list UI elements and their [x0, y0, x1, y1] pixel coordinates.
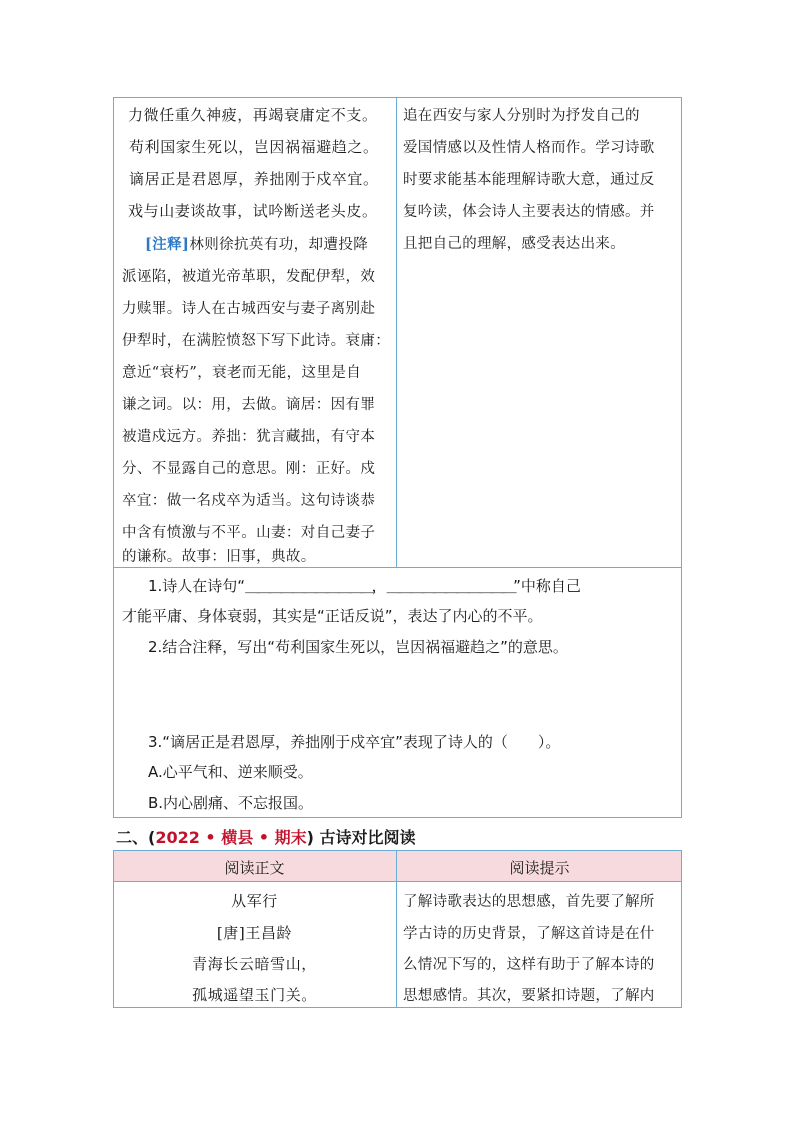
annotation-line: 林则徐抗英有功，却遭投降: [189, 237, 369, 253]
table-2-header-divider: [113, 881, 682, 882]
question-2-answer-area[interactable]: [122, 662, 672, 724]
poem-line: 力微任重久神疲，再竭衰庸定不支。: [128, 106, 378, 124]
option-a[interactable]: A.心平气和、逆来顺受。: [148, 763, 313, 781]
annotation-label: [注释]: [145, 236, 190, 253]
hint-line: 么情况下写的，这样有助于了解本诗的: [403, 957, 655, 973]
annotation-line: 派诬陷，被道光帝革职，发配伊犁，效: [122, 269, 376, 285]
question-1-text: ”中称自己: [513, 577, 581, 595]
question-1-comma: ，: [371, 577, 387, 595]
question-2: 2.结合注释，写出“苟利国家生死以，岂因祸福避趋之”的意思。: [148, 638, 568, 656]
annotation-line: 分、不显露自己的意思。刚：正好。戍: [122, 461, 376, 477]
annotation-line: 力赎罪。诗人在古城西安与妻子离别赴: [122, 301, 376, 317]
answer-blank[interactable]: ＿＿＿＿＿＿＿＿＿＿＿: [245, 577, 372, 595]
question-1-text: 1.诗人在诗句“: [148, 577, 246, 595]
option-b[interactable]: B.内心剧痛、不忘报国。: [148, 794, 314, 812]
annotation-line: 伊犁时，在满腔愤怒下写下此诗。衰庸：: [122, 333, 391, 349]
question-1-line-1: [148, 575, 581, 596]
annotation-line: 中含有愤激与不平。山妻：对自己妻子: [122, 525, 376, 541]
hint-line: 了解诗歌表达的思想感，首先要了解所: [403, 894, 655, 910]
question-1-line-2: 才能平庸、身体衰弱，其实是“正话反说”，表达了内心的不平。: [122, 607, 543, 625]
poem-line: 苟利国家生死以，岂因祸福避趋之。: [129, 138, 379, 156]
section-2-prefix: 二、(: [116, 828, 156, 847]
section-2-heading: [116, 825, 416, 848]
section-2-source: 2022 • 横县 • 期末: [155, 828, 307, 847]
section-2-title: ) 古诗对比阅读: [306, 828, 416, 847]
hint-line: 时要求能基本能理解诗歌大意，通过反: [403, 172, 655, 188]
annotation-first-line: [145, 233, 368, 254]
annotation-line: 卒宜：做一名戍卒为适当。这句诗谈恭: [122, 493, 376, 509]
hint-line: 复吟读，体会诗人主要表达的情感。并: [403, 204, 655, 220]
hint-line: 学古诗的历史背景，了解这首诗是在什: [403, 926, 655, 942]
question-3: 3.“谪居正是君恩厚，养拙刚于戍卒宜”表现了诗人的（ ）。: [148, 733, 561, 751]
hint-line: 且把自己的理解，感受表达出来。: [403, 236, 625, 252]
answer-blank[interactable]: ＿＿＿＿＿＿＿＿＿＿＿: [386, 577, 514, 595]
header-reading-hint: 阅读提示: [509, 859, 570, 877]
annotation-line: 意近“衰朽”，衰老而无能，这里是自: [122, 365, 362, 381]
hint-line: 思想感情。其次，要紧扣诗题，了解内: [403, 988, 655, 1004]
poem-line: 谪居正是君恩厚，养拙刚于戍卒宜。: [129, 170, 379, 188]
poem-line: 戏与山妻谈故事，试吟断送老头皮。: [128, 202, 378, 220]
poem-2-line: 孤城遥望玉门关。: [192, 986, 317, 1004]
poem-2-title: 从军行: [231, 892, 278, 910]
annotation-line: 被遣戍远方。养拙：犹言藏拙，有守本: [122, 429, 376, 445]
poem-2-author: [唐]王昌龄: [216, 924, 293, 942]
annotation-line: 的谦称。故事：旧事，典故。: [122, 549, 316, 565]
hint-line: 爱国情感以及性情人格而作。学习诗歌: [403, 140, 655, 156]
poem-2-line: 青海长云暗雪山，: [192, 955, 317, 973]
header-reading-text: 阅读正文: [224, 859, 285, 877]
table-1-column-divider: [396, 97, 397, 568]
hint-line: 追在西安与家人分别时为抒发自己的: [403, 108, 640, 124]
table-1-row-divider: [113, 567, 682, 568]
annotation-line: 谦之词。以：用，去做。谪居：因有罪: [122, 397, 376, 413]
